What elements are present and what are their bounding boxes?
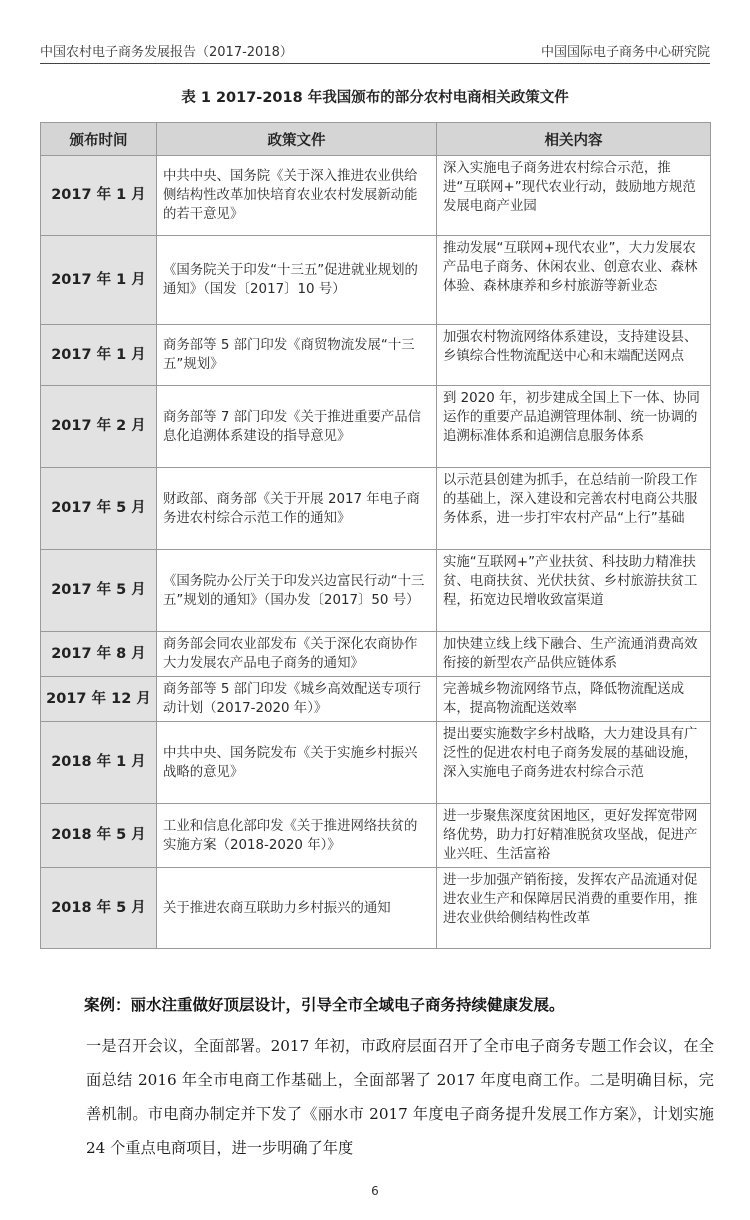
cell-document: 财政部、商务部《关于开展 2017 年电子商务进农村综合示范工作的通知》 — [157, 468, 437, 550]
cell-content: 进一步聚焦深度贫困地区，更好发挥宽带网络优势，助力打好精准脱贫攻坚战，促进产业兴旺、生活富裕 — [437, 804, 711, 868]
cell-content: 完善城乡物流网络节点，降低物流配送成本，提高物流配送效率 — [437, 677, 711, 722]
table-row — [41, 632, 711, 677]
cell-date: 2017 年 12 月 — [41, 677, 157, 722]
table-row — [41, 804, 711, 868]
cell-content: 加强农村物流网络体系建设，支持建设县、乡镇综合性物流配送中心和末端配送网点 — [437, 325, 711, 386]
table-header-row — [41, 123, 711, 156]
table-row — [41, 677, 711, 722]
policy-table — [40, 122, 711, 949]
cell-document: 中共中央、国务院《关于深入推进农业供给侧结构性改革加快培育农业农村发展新动能的若干意见》 — [157, 156, 437, 236]
cell-document: 商务部会同农业部发布《关于深化农商协作大力发展农产品电子商务的通知》 — [157, 632, 437, 677]
cell-date: 2018 年 5 月 — [41, 804, 157, 868]
cell-date: 2018 年 1 月 — [41, 722, 157, 804]
cell-content: 进一步加强产销衔接，发挥农产品流通对促进农业生产和保障居民消费的重要作用，推进农业供给侧结构性改革 — [437, 868, 711, 949]
header-report-title: 中国农村电子商务发展报告（2017-2018） — [40, 45, 293, 60]
table-row — [41, 156, 711, 236]
cell-document: 中共中央、国务院发布《关于实施乡村振兴战略的意见》 — [157, 722, 437, 804]
table-row — [41, 386, 711, 468]
page-header — [40, 38, 710, 64]
cell-document: 《国务院办公厅关于印发兴边富民行动“十三五”规划的通知》（国办发〔2017〕50 号） — [157, 550, 437, 632]
cell-date: 2017 年 2 月 — [41, 386, 157, 468]
cell-document: 《国务院关于印发“十三五”促进就业规划的通知》（国发〔2017〕10 号） — [157, 236, 437, 325]
column-header-document: 政策文件 — [157, 123, 437, 156]
table-row — [41, 236, 711, 325]
column-header-date: 颁布时间 — [41, 123, 157, 156]
cell-content: 提出要实施数字乡村战略，大力建设具有广泛性的促进农村电子商务发展的基础设施，深入实施电子商务进农村综合示范 — [437, 722, 711, 804]
cell-content: 实施“互联网+”产业扶贫、科技助力精准扶贫、电商扶贫、光伏扶贫、乡村旅游扶贫工程，拓宽边民增收致富渠道 — [437, 550, 711, 632]
cell-date: 2018 年 5 月 — [41, 868, 157, 949]
cell-date: 2017 年 8 月 — [41, 632, 157, 677]
cell-date: 2017 年 1 月 — [41, 325, 157, 386]
cell-document: 关于推进农商互联助力乡村振兴的通知 — [157, 868, 437, 949]
table-row — [41, 325, 711, 386]
cell-document: 商务部等 5 部门印发《商贸物流发展“十三五”规划》 — [157, 325, 437, 386]
column-header-content: 相关内容 — [437, 123, 711, 156]
cell-content: 推动发展“互联网+现代农业”，大力发展农产品电子商务、休闲农业、创意农业、森林体验、森林康养和乡村旅游等新业态 — [437, 236, 711, 325]
case-study-paragraph: 一是召开会议，全面部署。2017 年初，市政府层面召开了全市电子商务专题工作会议，在全面总结 2016 年全市电商工作基础上，全面部署了 2017 年度电商工作。二是明确目标，完善机制。市电商办制定并下发了《丽水市 2017 年度电子商务提升发展工作方案》，计划实施 24 个重点电商项目，进一步明确了年度 — [86, 1037, 714, 1157]
table-row — [41, 722, 711, 804]
header-institute: 中国国际电子商务中心研究院 — [540, 45, 710, 60]
cell-content: 以示范县创建为抓手，在总结前一阶段工作的基础上，深入建设和完善农村电商公共服务体系，进一步打牢农村产品“上行”基础 — [437, 468, 711, 550]
cell-content: 加快建立线上线下融合、生产流通消费高效衔接的新型农产品供应链体系 — [437, 632, 711, 677]
cell-date: 2017 年 1 月 — [41, 156, 157, 236]
table-row — [41, 550, 711, 632]
cell-date: 2017 年 5 月 — [41, 550, 157, 632]
table-row — [41, 868, 711, 949]
cell-content: 到 2020 年，初步建成全国上下一体、协同运作的重要产品追溯管理体制、统一协调的追溯标准体系和追溯信息服务体系 — [437, 386, 711, 468]
cell-document: 工业和信息化部印发《关于推进网络扶贫的实施方案（2018-2020 年）》 — [157, 804, 437, 868]
cell-content: 深入实施电子商务进农村综合示范，推进“互联网+”现代农业行动，鼓励地方规范发展电商产业园 — [437, 156, 711, 236]
case-study-title: 案例：丽水注重做好顶层设计，引导全市全域电子商务持续健康发展。 — [84, 995, 565, 1014]
cell-date: 2017 年 5 月 — [41, 468, 157, 550]
cell-date: 2017 年 1 月 — [41, 236, 157, 325]
cell-document: 商务部等 7 部门印发《关于推进重要产品信息化追溯体系建设的指导意见》 — [157, 386, 437, 468]
table-caption: 表 1 2017-2018 年我国颁布的部分农村电商相关政策文件 — [181, 90, 569, 106]
page-number: 6 — [371, 1184, 379, 1198]
cell-document: 商务部等 5 部门印发《城乡高效配送专项行动计划（2017-2020 年）》 — [157, 677, 437, 722]
table-row — [41, 468, 711, 550]
